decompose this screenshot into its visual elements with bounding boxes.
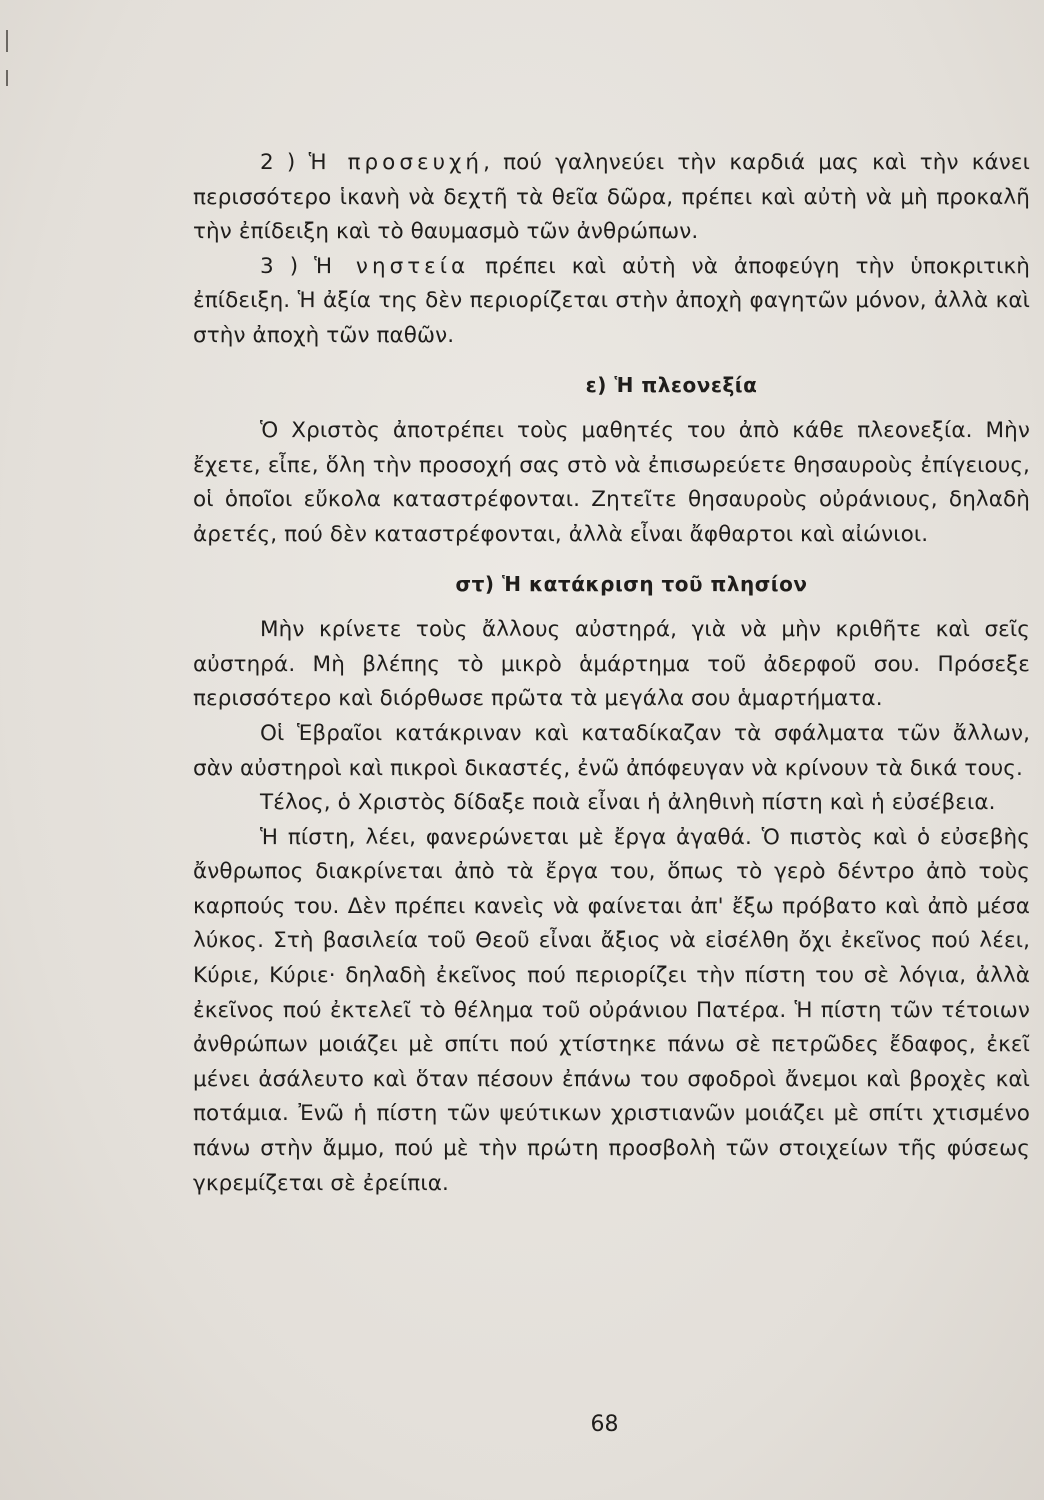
item-number: 3 ) — [260, 253, 315, 279]
paragraph-hebrews: Οἱ Ἑβραῖοι κατάκριναν καὶ καταδίκαζαν τὰ σφάλματα τῶν ἄλλων, σὰν αὐστηροὶ καὶ πικροὶ δικαστές, ἐνῶ ἀπόφευγαν νὰ κρίνουν τὰ δικά τους. — [193, 720, 1030, 781]
scan-edge-mark — [6, 70, 8, 86]
paragraph-faith: Ἡ πίστη, λέει, φανερώνεται μὲ ἔργα ἀγαθά. Ὁ πιστὸς καὶ ὁ εὐσεβὴς ἄνθρωπος διακρίνεται ἀπὸ τὰ ἔργα του, ὅπως τὸ γερὸ δέντρο ἀπὸ τοὺς καρπούς του. Δὲν πρέπει κανεὶς νὰ φαίνεται ἀπ' ἔξω πρόβατο καὶ ἀπὸ μέσα λύκος. Στὴ βασιλεία τοῦ Θεοῦ εἶναι ἄξιος νὰ εἰσέλθη ὄχι ἐκεῖνος πού λέει, Κύριε, Κύριε· δηλαδὴ ἐκεῖνος πού περιορίζει τὴν πίστη του σὲ λόγια, ἀλλὰ ἐκεῖνος πού ἐκτελεῖ τὸ θέλημα τοῦ οὐράνιου Πατέρα. Ἡ πίστη τῶν τέτοιων ἀνθρώπων μοιάζει μὲ σπίτι πού χτίστηκε πάνω σὲ πετρῶδες ἔδαφος, ἐκεῖ μένει ἀσάλευτο καὶ ὅταν πέσουν ἐπάνω του σφοδροὶ ἄνεμοι καὶ βροχὲς καὶ ποτάμια. Ἐνῶ ἡ πίστη τῶν ψεύτικων χριστιανῶν μοιάζει μὲ σπίτι χτισμένο πάνω στὴν ἄμμο, πού μὲ τὴν πρώτη προσβολὴ τῶν στοιχείων τῆς φύσεως γκρεμίζεται σὲ ἐρείπια. — [193, 824, 1030, 1196]
paragraph-prayer — [193, 146, 1030, 250]
section-heading-judgment: στ) Ἡ κατάκριση τοῦ πλησίον — [455, 571, 808, 596]
spaced-term: Ἡ προσευχή — [308, 150, 484, 175]
paragraph-text: πρέπει καὶ αὐτὴ νὰ ἀποφεύγη τὴν ὑποκριτικὴ ἐπίδειξη. Ἡ ἀξία της δὲν περιορίζεται στὴν ἀποχὴ φαγητῶν μόνον, ἀλλὰ καὶ στὴν ἀποχὴ τῶν παθῶν. — [193, 253, 1030, 348]
page-body — [193, 146, 1030, 1201]
item-number: 2 ) — [260, 150, 309, 175]
paragraph-fasting — [193, 250, 1030, 354]
section-heading-greed: ε) Ἡ πλεονεξία — [585, 372, 758, 397]
paragraph-faith-intro: Τέλος, ὁ Χριστὸς δίδαξε ποιὰ εἶναι ἡ ἀληθινὴ πίστη καὶ ἡ εὐσέβεια. — [260, 790, 996, 816]
paragraph-greed: Ὁ Χριστὸς ἀποτρέπει τοὺς μαθητές του ἀπὸ κάθε πλεονεξία. Μὴν ἔχετε, εἶπε, ὅλη τὴν προσοχή σας στὸ νὰ ἐπισωρεύετε θησαυροὺς ἐπίγειους, οἱ ὁποῖοι εὔκολα καταστρέφονται. Ζητεῖτε θησαυροὺς οὐράνιους, δηλαδὴ ἀρετές, πού δὲν καταστρέφονται, ἀλλὰ εἶναι ἄφθαρτοι καὶ αἰώνιοι. — [193, 418, 1030, 547]
scan-edge-mark — [6, 30, 8, 52]
paragraph-judgment: Μὴν κρίνετε τοὺς ἄλλους αὐστηρά, γιὰ νὰ μὴν κριθῆτε καὶ σεῖς αὐστηρά. Μὴ βλέπης τὸ μικρὸ ἁμάρτημα τοῦ ἀδερφοῦ σου. Πρόσεξε περισσότερο καὶ διόρθωσε πρῶτα τὰ μεγάλα σου ἁμαρτήματα. — [193, 617, 1030, 712]
spaced-term: Ἡ νηστεία — [314, 253, 470, 279]
paragraph-text: , πού γαληνεύει τὴν καρδιά μας καὶ τὴν κάνει περισσότερο ἱκανὴ νὰ δεχτῆ τὰ θεῖα δῶρα, πρέπει καὶ αὐτὴ νὰ μὴ προκαλῆ τὴν ἐπίδειξη καὶ τὸ θαυμασμὸ τῶν ἀνθρώπων. — [193, 150, 1030, 245]
page-number: 68 — [590, 1412, 619, 1437]
